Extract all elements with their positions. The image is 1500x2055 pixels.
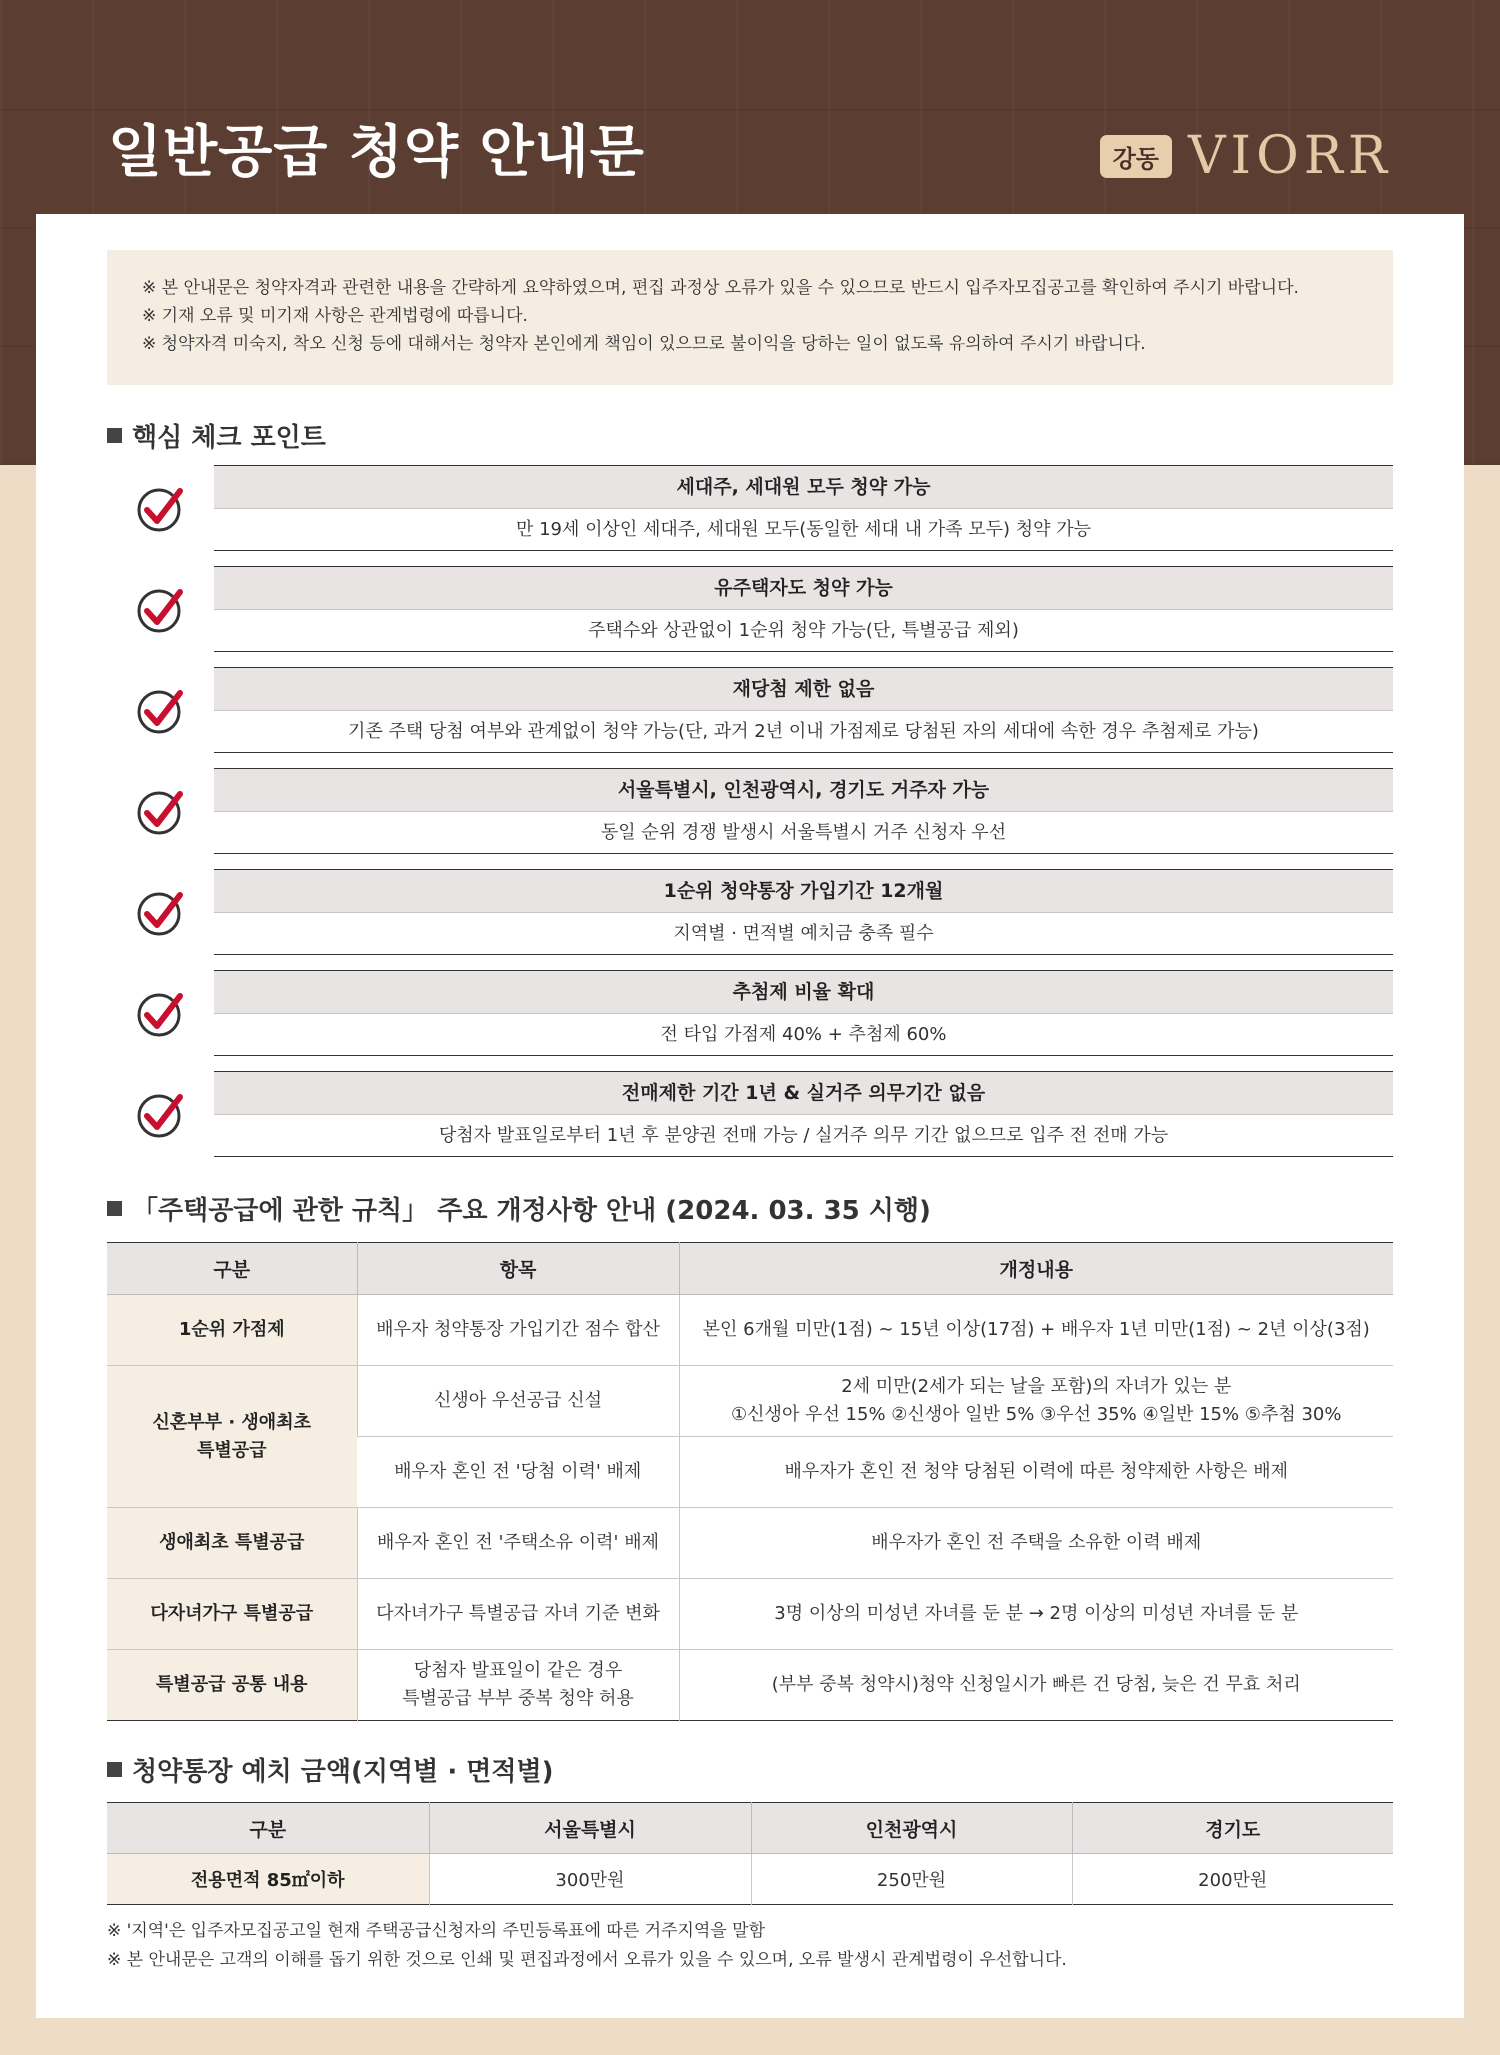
table-row	[107, 1650, 1393, 1721]
brand-badge: 강동	[1100, 135, 1172, 178]
notice-line: ※ 본 안내문은 청약자격과 관련한 내용을 간략하게 요약하였으며, 편집 과정상 오류가 있을 수 있으므로 반드시 입주자모집공고를 확인하여 주시기 바랍니다.	[142, 278, 1299, 298]
deposit-heading: 청약통장 예치 금액(지역별 · 면적별)	[107, 1749, 1393, 1789]
rules-heading: 「주택공급에 관한 규칙」 주요 개정사항 안내 (2024. 03. 35 시행)	[107, 1188, 1393, 1228]
content-cell: 배우자가 혼인 전 주택을 소유한 이력 배제	[679, 1508, 1393, 1579]
key-point	[107, 869, 1393, 970]
check-circle-icon	[107, 869, 214, 955]
category-cell: 다자녀가구 특별공급	[107, 1579, 357, 1650]
key-point	[107, 1071, 1393, 1172]
check-circle-icon	[107, 566, 214, 652]
column-header: 개정내용	[679, 1243, 1393, 1295]
content-card	[36, 214, 1464, 2018]
notice-box	[107, 250, 1393, 385]
check-circle-icon	[107, 465, 214, 551]
value-cell: 300만원	[429, 1854, 751, 1905]
square-bullet-icon	[107, 1762, 122, 1777]
check-circle-icon	[107, 667, 214, 753]
check-circle-icon	[107, 1071, 214, 1157]
key-point	[107, 566, 1393, 667]
brand-logo	[1100, 126, 1392, 186]
table-row	[107, 1508, 1393, 1579]
footnotes	[107, 1917, 1393, 1975]
category-cell: 신혼부부 · 생애최초 특별공급	[107, 1366, 357, 1508]
value-cell: 250만원	[751, 1854, 1072, 1905]
category-cell: 전용면적 85㎡이하	[107, 1854, 429, 1905]
table-row	[107, 1854, 1393, 1905]
key-point-title: 전매제한 기간 1년 & 실거주 의무기간 없음	[214, 1072, 1393, 1115]
column-header: 구분	[107, 1243, 357, 1295]
key-point-title: 서울특별시, 인천광역시, 경기도 거주자 가능	[214, 769, 1393, 812]
key-point-desc: 주택수와 상관없이 1순위 청약 가능(단, 특별공급 제외)	[588, 620, 1019, 641]
content-cell: 본인 6개월 미만(1점) ~ 15년 이상(17점) + 배우자 1년 미만(1점) ~ 2년 이상(3점)	[679, 1295, 1393, 1366]
square-bullet-icon	[107, 1201, 122, 1216]
column-header: 인천광역시	[751, 1803, 1072, 1854]
notice-line: ※ 청약자격 미숙지, 착오 신청 등에 대해서는 청약자 본인에게 책임이 있으므로 불이익을 당하는 일이 없도록 유의하여 주시기 바랍니다.	[142, 334, 1146, 354]
key-point-title: 재당첨 제한 없음	[214, 668, 1393, 711]
key-point-desc: 동일 순위 경쟁 발생시 서울특별시 거주 신청자 우선	[600, 822, 1007, 843]
key-points-heading: 핵심 체크 포인트	[107, 415, 1393, 455]
key-point	[107, 768, 1393, 869]
column-header: 경기도	[1072, 1803, 1393, 1854]
footnote: ※ 본 안내문은 고객의 이해를 돕기 위한 것으로 인쇄 및 편집과정에서 오류가 있을 수 있으며, 오류 발생시 관계법령이 우선합니다.	[107, 1950, 1067, 1970]
key-point-title: 추첨제 비율 확대	[214, 971, 1393, 1014]
key-point	[107, 970, 1393, 1071]
brand-name: VIORR	[1187, 126, 1392, 186]
table-header-row	[107, 1243, 1393, 1295]
content-cell: 배우자가 혼인 전 청약 당첨된 이력에 따른 청약제한 사항은 배제	[679, 1437, 1393, 1508]
content-cell: (부부 중복 청약시)청약 신청일시가 빠른 건 당첨, 늦은 건 무효 처리	[679, 1650, 1393, 1721]
item-cell: 당첨자 발표일이 같은 경우 특별공급 부부 중복 청약 허용	[357, 1650, 679, 1721]
check-circle-icon	[107, 970, 214, 1056]
check-circle-icon	[107, 768, 214, 854]
notice-line: ※ 기재 오류 및 미기재 사항은 관계법령에 따릅니다.	[142, 306, 528, 326]
table-header-row	[107, 1803, 1393, 1854]
item-cell: 배우자 혼인 전 '당첨 이력' 배제	[357, 1437, 679, 1508]
table-row	[107, 1295, 1393, 1366]
column-header: 구분	[107, 1803, 429, 1854]
deposit-table	[107, 1802, 1393, 1905]
rules-table	[107, 1242, 1393, 1721]
key-point-desc: 만 19세 이상인 세대주, 세대원 모두(동일한 세대 내 가족 모두) 청약 가능	[515, 519, 1092, 540]
key-point-title: 1순위 청약통장 가입기간 12개월	[214, 870, 1393, 913]
key-point-desc: 기존 주택 당첨 여부와 관계없이 청약 가능(단, 과거 2년 이내 가점제로 당첨된 자의 세대에 속한 경우 추첨제로 가능)	[348, 721, 1259, 742]
key-point	[107, 667, 1393, 768]
key-point	[107, 465, 1393, 566]
item-cell: 다자녀가구 특별공급 자녀 기준 변화	[357, 1579, 679, 1650]
item-cell: 배우자 청약통장 가입기간 점수 합산	[357, 1295, 679, 1366]
category-cell: 1순위 가점제	[107, 1295, 357, 1366]
key-points-list	[107, 465, 1393, 1172]
value-cell: 200만원	[1072, 1854, 1393, 1905]
content-cell: 3명 이상의 미성년 자녀를 둔 분 → 2명 이상의 미성년 자녀를 둔 분	[679, 1579, 1393, 1650]
key-point-desc: 전 타입 가점제 40% + 추첨제 60%	[660, 1024, 947, 1045]
category-cell: 생애최초 특별공급	[107, 1508, 357, 1579]
key-point-desc: 지역별 · 면적별 예치금 충족 필수	[673, 923, 934, 944]
column-header: 항목	[357, 1243, 679, 1295]
key-point-desc: 당첨자 발표일로부터 1년 후 분양권 전매 가능 / 실거주 의무 기간 없으므로 입주 전 전매 가능	[438, 1125, 1169, 1146]
content-cell: 2세 미만(2세가 되는 날을 포함)의 자녀가 있는 분 ①신생아 우선 15% ②신생아 일반 5% ③우선 35% ④일반 15% ⑤추첨 30%	[679, 1366, 1393, 1437]
table-row	[107, 1366, 1393, 1437]
page-title: 일반공급 청약 안내문	[108, 120, 645, 185]
key-point-title: 세대주, 세대원 모두 청약 가능	[214, 466, 1393, 509]
item-cell: 신생아 우선공급 신설	[357, 1366, 679, 1437]
square-bullet-icon	[107, 428, 122, 443]
item-cell: 배우자 혼인 전 '주택소유 이력' 배제	[357, 1508, 679, 1579]
footnote: ※ '지역'은 입주자모집공고일 현재 주택공급신청자의 주민등록표에 따른 거주지역을 말함	[107, 1921, 766, 1941]
column-header: 서울특별시	[429, 1803, 751, 1854]
key-point-title: 유주택자도 청약 가능	[214, 567, 1393, 610]
table-row	[107, 1579, 1393, 1650]
category-cell: 특별공급 공통 내용	[107, 1650, 357, 1721]
